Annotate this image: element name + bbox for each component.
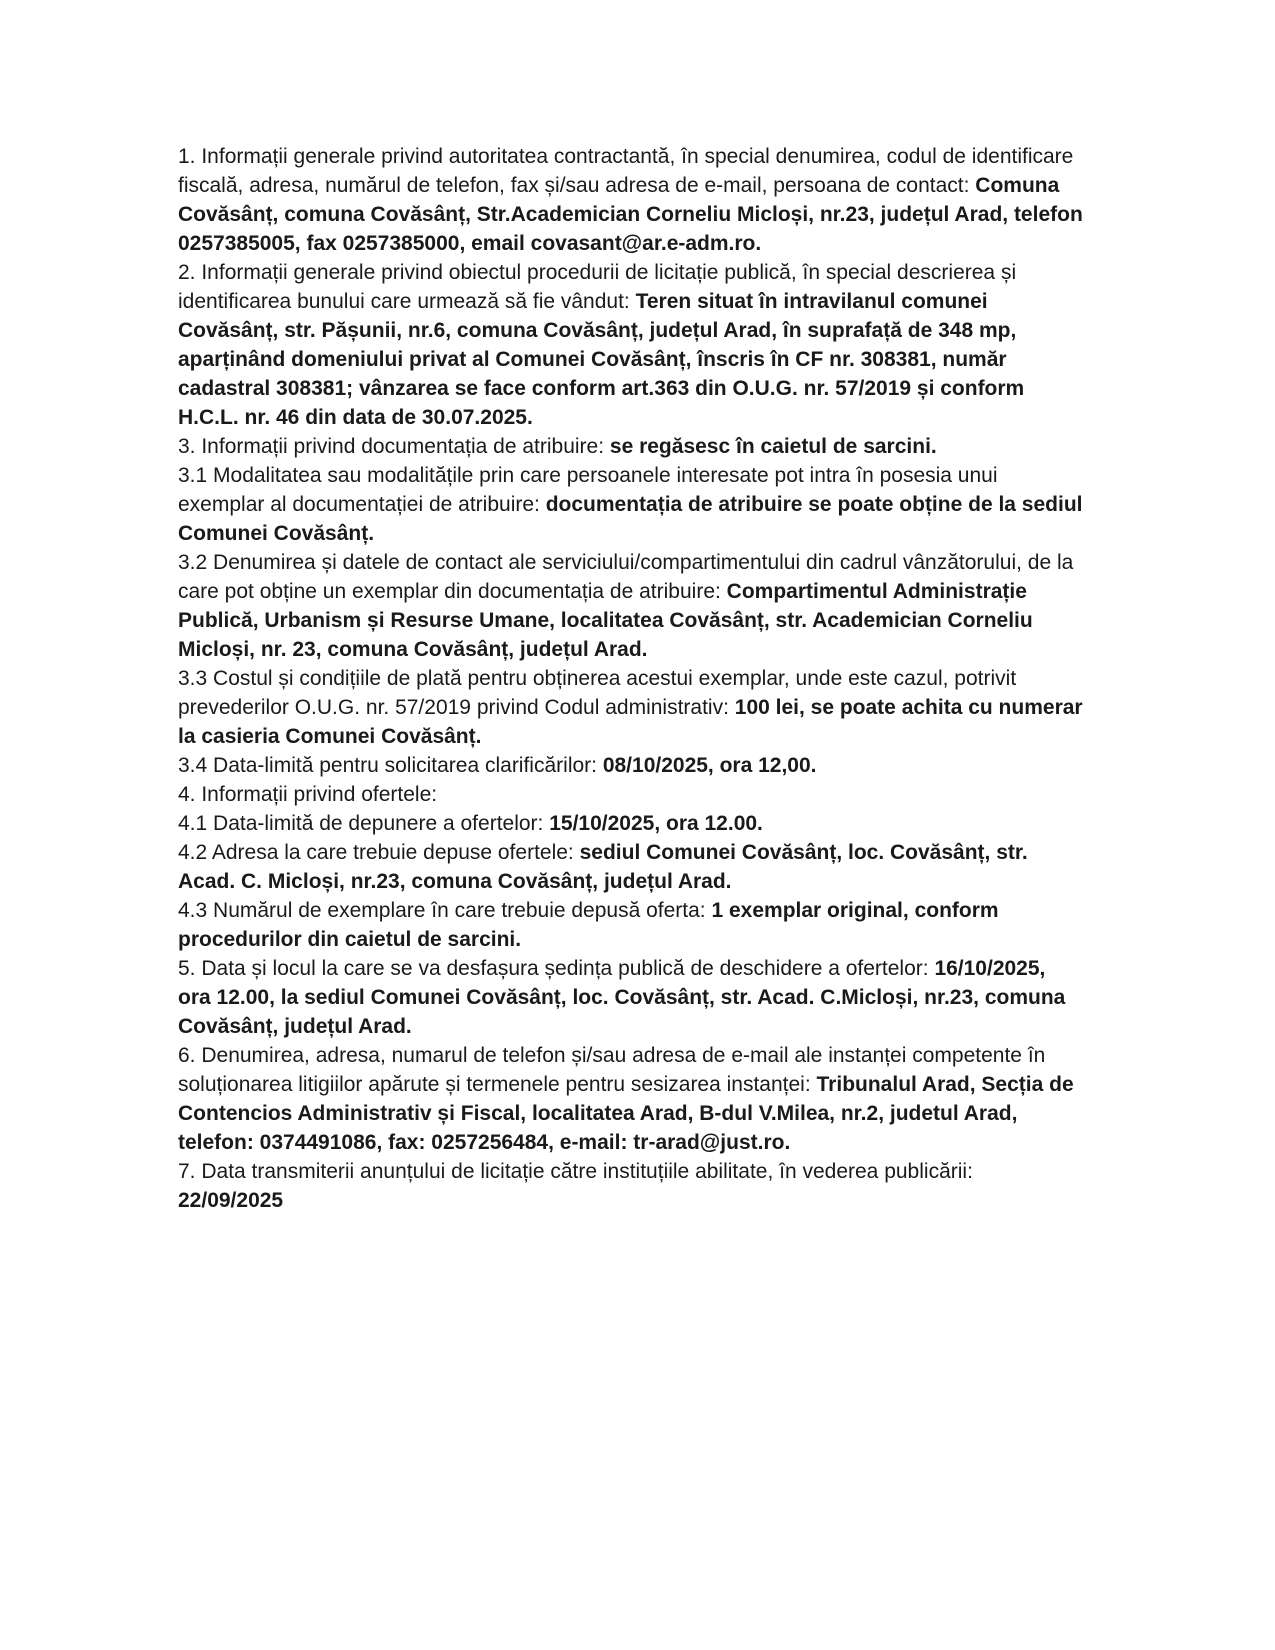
paragraph (178, 664, 1083, 751)
bold-text-segment: 15/10/2025, ora 12.00. (549, 812, 763, 835)
bold-text-segment: Teren situat în intravilanul comunei Covăsânț, str. Pășunii, nr.6, comuna Covăsânț, județul Arad, în suprafață de 348 mp, aparținând domeniului privat al Comunei Covăsânț, înscris în CF nr. 308381, număr cadastral 308381; vânzarea se face conform art.363 din O.U.G. nr. 57/2019 și conform H.C.L. nr. 46 din data de 30.07.2025. (178, 290, 1025, 429)
paragraph (178, 751, 1083, 780)
paragraph (178, 1157, 1083, 1215)
text-segment: 6. Denumirea, adresa, numarul de telefon și/sau adresa de e-mail ale instanței competente în soluționarea litigiilor apărute și termenele pentru sesizarea instanței: (178, 1044, 1046, 1096)
document-body (178, 142, 1083, 1215)
bold-text-segment: 1 exemplar original, conform procedurilor din caietul de sarcini. (178, 899, 999, 951)
paragraph (178, 954, 1083, 1041)
paragraph (178, 432, 1083, 461)
text-segment: 4.2 Adresa la care trebuie depuse ofertele: (178, 841, 580, 864)
bold-text-segment: 22/09/2025 (178, 1189, 284, 1212)
bold-text-segment: sediul Comunei Covăsânț, loc. Covăsânț, str. Acad. C. Micloși, nr.23, comuna Covăsânț, județul Arad. (178, 841, 1028, 893)
text-segment: 3. Informații privind documentația de atribuire: (178, 435, 610, 458)
text-segment: 3.3 Costul și condițiile de plată pentru obținerea acestui exemplar, unde este cazul, potrivit prevederilor O.U.G. nr. 57/2019 privind Codul administrativ: (178, 667, 1017, 719)
text-segment: 7. Data transmiterii anunțului de licitație către instituțiile abilitate, în vederea publicării: (178, 1160, 973, 1183)
text-segment: 4.1 Data-limită de depunere a ofertelor: (178, 812, 550, 835)
paragraph (178, 780, 1083, 809)
text-segment: 5. Data și locul la care se va desfașura ședința publică de deschidere a ofertelor: (178, 957, 935, 980)
text-segment: 2. Informații generale privind obiectul procedurii de licitație publică, în special descrierea și identificarea bunului care urmează să fie vândut: (178, 261, 1017, 313)
paragraph (178, 838, 1083, 896)
bold-text-segment: Tribunalul Arad, Secția de Contencios Administrativ și Fiscal, localitatea Arad, B-dul V.Milea, nr.2, judetul Arad, telefon: 0374491086, fax: 0257256484, e-mail: tr-arad@just.ro. (178, 1073, 1074, 1154)
bold-text-segment: 16/10/2025, ora 12.00, la sediul Comunei Covăsânț, loc. Covăsânț, str. Acad. C.Micloși, nr.23, comuna Covăsânț, județul Arad. (178, 957, 1066, 1038)
bold-text-segment: Compartimentul Administrație Publică, Urbanism și Resurse Umane, localitatea Covăsânț, str. Academician Corneliu Micloși, nr. 23, comuna Covăsânț, județul Arad. (178, 580, 1033, 661)
bold-text-segment: 08/10/2025, ora 12,00. (602, 754, 817, 777)
text-segment: 3.2 Denumirea și datele de contact ale serviciului/compartimentului din cadrul vânzătorului, de la care pot obține un exemplar din documentația de atribuire: (178, 551, 1074, 603)
text-segment: 4.3 Numărul de exemplare în care trebuie depusă oferta: (178, 899, 712, 922)
text-segment: 4. Informații privind ofertele: (178, 783, 438, 806)
bold-text-segment: documentația de atribuire se poate obține de la sediul Comunei Covăsânț. (178, 493, 1083, 545)
paragraph (178, 1041, 1083, 1157)
paragraph (178, 809, 1083, 838)
text-segment: 3.1 Modalitatea sau modalitățile prin care persoanele interesate pot intra în posesia unui exemplar al documentației de atribuire: (178, 464, 998, 516)
paragraph (178, 548, 1083, 664)
paragraph (178, 258, 1083, 432)
bold-text-segment: se regăsesc în caietul de sarcini. (609, 435, 937, 458)
text-segment: 1. Informații generale privind autoritatea contractantă, în special denumirea, codul de identificare fiscală, adresa, numărul de telefon, fax și/sau adresa de e-mail, persoana de contact: (178, 145, 1074, 197)
bold-text-segment: Comuna Covăsânț, comuna Covăsânț, Str.Academician Corneliu Micloși, nr.23, județul Arad, telefon 0257385005, fax 0257385000, email covasant@ar.e-adm.ro. (178, 174, 1083, 255)
paragraph (178, 461, 1083, 548)
paragraph (178, 896, 1083, 954)
paragraph (178, 142, 1083, 258)
text-segment: 3.4 Data-limită pentru solicitarea clarificărilor: (178, 754, 603, 777)
bold-text-segment: 100 lei, se poate achita cu numerar la casieria Comunei Covăsânț. (178, 696, 1083, 748)
